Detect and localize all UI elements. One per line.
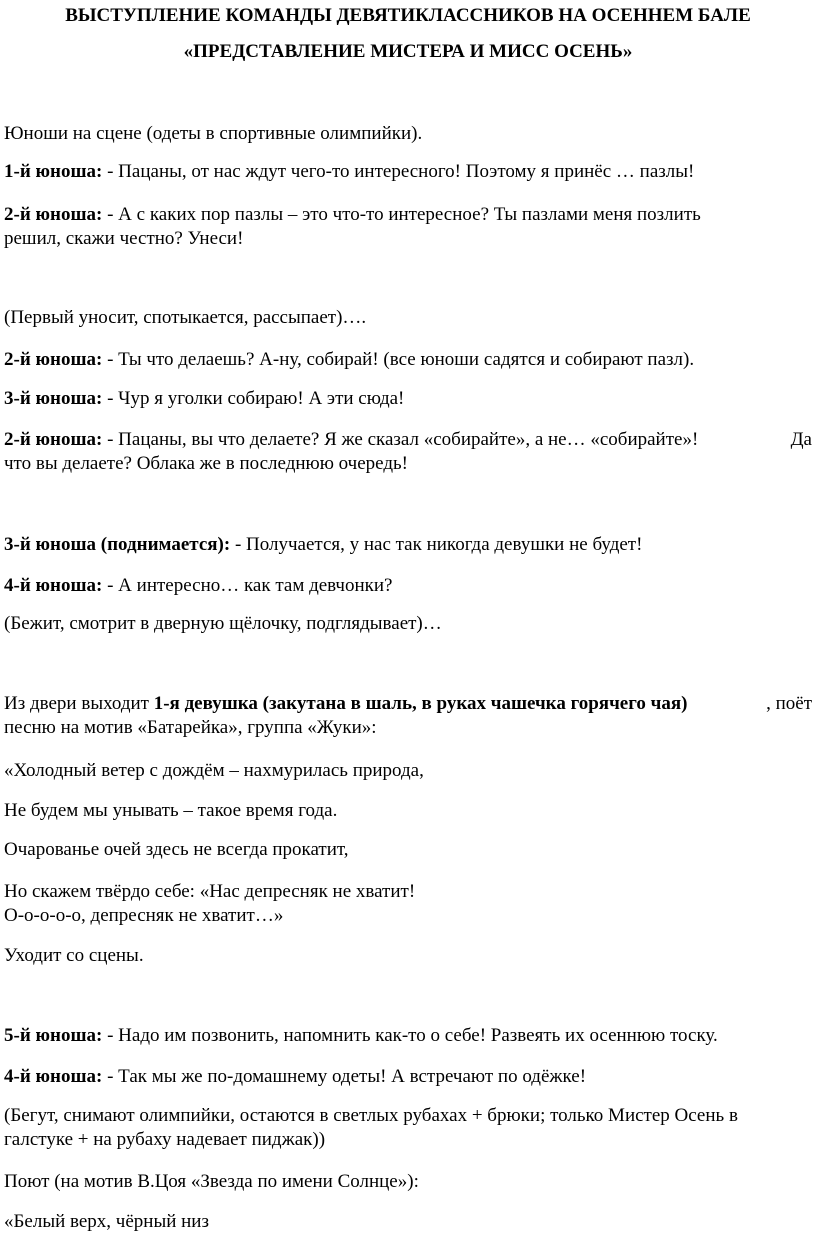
text: галстуке + на рубаху надевает пиджак)) — [4, 1129, 326, 1150]
dialogue-line — [4, 533, 812, 557]
dialogue-line — [4, 1065, 812, 1089]
stage-direction — [4, 1104, 812, 1152]
line-text: - Так мы же по-домашнему одеты! А встречают по одёжке! — [102, 1066, 587, 1087]
text: , поёт — [766, 693, 812, 714]
line-text: решил, скажи честно? Унеси! — [4, 228, 244, 249]
line-text: - А интересно… как там девчонки? — [102, 575, 393, 596]
song-line: Но скажем твёрдо себе: «Нас депресняк не хватит! — [4, 881, 416, 902]
text: песню на мотив «Батарейка», группа «Жуки»: — [4, 717, 377, 738]
document-title-line-2: «ПРЕДСТАВЛЕНИЕ МИСТЕРА И МИСС ОСЕНЬ» — [183, 41, 633, 62]
speaker: 2-й юноша: — [4, 204, 103, 225]
song-line: «Холодный ветер с дождём – нахмурилась природа, — [4, 760, 424, 781]
song-line: «Белый верх, чёрный низ — [4, 1211, 209, 1232]
line-text: Да — [790, 429, 812, 450]
document-title-line-1: ВЫСТУПЛЕНИЕ КОМАНДЫ ДЕВЯТИКЛАССНИКОВ НА ОСЕННЕМ БАЛЕ — [65, 5, 751, 26]
line-text: - Ты что делаешь? А-ну, собирай! (все юноши садятся и собирают пазл). — [102, 349, 695, 370]
dialogue-line — [4, 160, 812, 184]
line-text: - Надо им позвонить, напомнить как-то о себе! Развеять их осеннюю тоску. — [102, 1025, 718, 1046]
dialogue-line — [4, 1024, 812, 1048]
stage-direction: Юноши на сцене (одеты в спортивные олимпийки). — [4, 123, 423, 144]
stage-direction: (Первый уносит, спотыкается, рассыпает)…. — [4, 307, 367, 328]
dialogue-line — [4, 348, 812, 372]
song-line: Очарованье очей здесь не всегда прокатит, — [4, 839, 349, 860]
stage-direction: Уходит со сцены. — [4, 945, 144, 966]
text: (Бегут, снимают олимпийки, остаются в светлых рубахах + брюки; только Мистер Осень в — [4, 1105, 738, 1126]
song-line: Не будем мы унывать – такое время года. — [4, 800, 338, 821]
dialogue-line — [4, 387, 812, 411]
line-text: - Чур я уголки собираю! А эти сюда! — [102, 388, 405, 409]
line-text: что вы делаете? Облака же в последнюю очередь! — [4, 453, 409, 474]
speaker: 2-й юноша: — [4, 349, 103, 370]
dialogue-line — [4, 428, 812, 476]
stage-direction — [4, 692, 812, 740]
character-description: 1-я девушка (закутана в шаль, в руках чашечка горячего чая) — [153, 693, 688, 714]
line-text: - Пацаны, от нас ждут чего-то интересного! Поэтому я принёс … пазлы! — [102, 161, 695, 182]
speaker: 1-й юноша: — [4, 161, 103, 182]
song-line: О-о-о-о-о, депресняк не хватит…» — [4, 905, 284, 926]
speaker: 4-й юноша: — [4, 1066, 103, 1087]
stage-direction: (Бежит, смотрит в дверную щёлочку, подглядывает)… — [4, 613, 442, 634]
speaker: 5-й юноша: — [4, 1025, 103, 1046]
text: Из двери выходит — [4, 693, 154, 714]
dialogue-line — [4, 574, 812, 598]
speaker: 3-й юноша: — [4, 388, 103, 409]
speaker: 4-й юноша: — [4, 575, 103, 596]
speaker: 3-й юноша (поднимается): — [4, 534, 231, 555]
speaker: 2-й юноша: — [4, 429, 103, 450]
line-text: - Получается, у нас так никогда девушки не будет! — [230, 534, 643, 555]
dialogue-line — [4, 203, 812, 251]
line-text: - А с каких пор пазлы – это что-то интересное? Ты пазлами меня позлить — [102, 204, 701, 225]
line-text: - Пацаны, вы что делаете? Я же сказал «собирайте», а не… «собирайте»! — [102, 429, 699, 450]
stage-direction: Поют (на мотив В.Цоя «Звезда по имени Солнце»): — [4, 1171, 419, 1192]
